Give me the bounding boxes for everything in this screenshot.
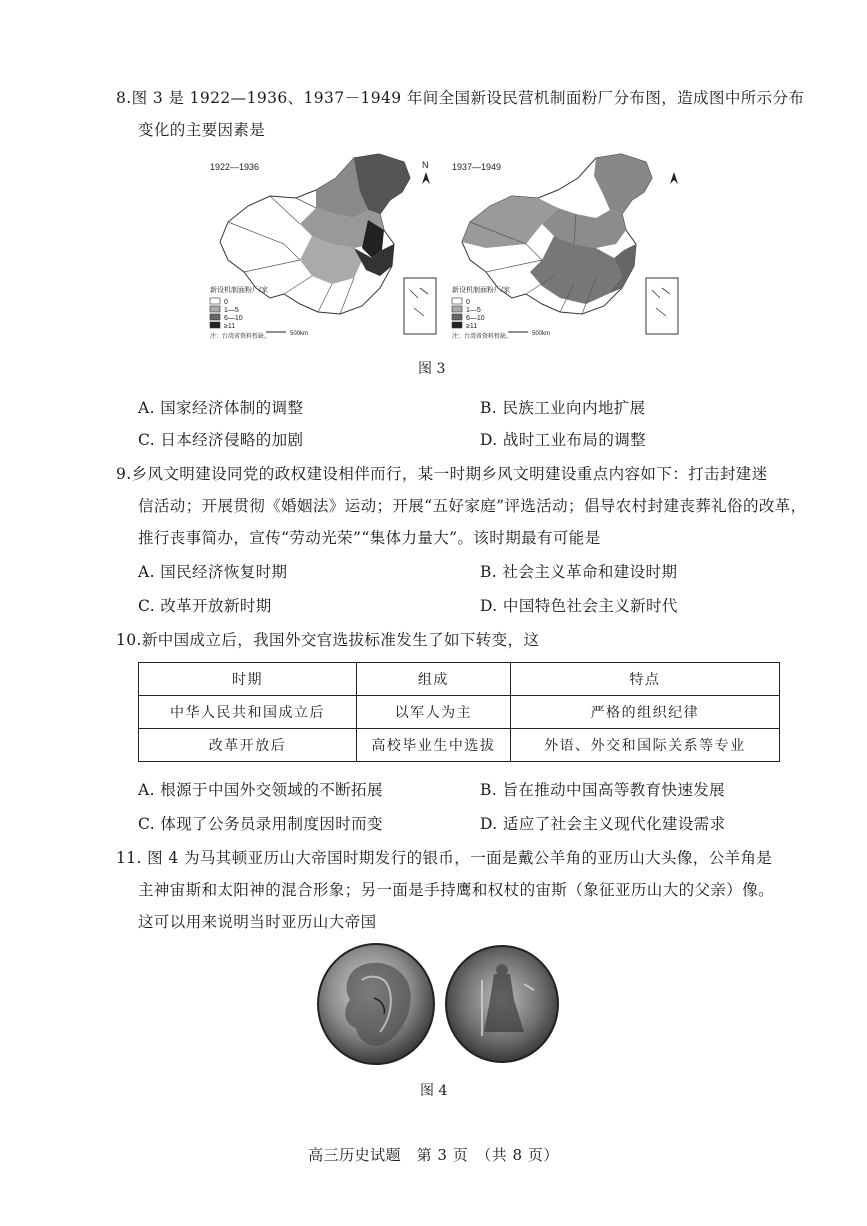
q10-option-d[interactable]: D. 适应了社会主义现代化建设需求 bbox=[480, 815, 726, 833]
legend-swatch-2 bbox=[210, 314, 220, 320]
map-right-period: 1937—1949 bbox=[452, 162, 502, 172]
map-right-note: 注：台湾省资料暂缺。 bbox=[452, 334, 513, 340]
map-right-legend-2: 6—10 bbox=[466, 315, 485, 322]
map-left-legend-2: 6—10 bbox=[224, 315, 243, 322]
map-left-legend-0: 0 bbox=[224, 299, 228, 306]
map-1922-1936 bbox=[204, 148, 444, 344]
figure-3-caption: 图 3 bbox=[418, 361, 446, 377]
q11-stem-line3: 这可以用来说明当时亚历山大帝国 bbox=[138, 913, 377, 931]
legend-swatch-1 bbox=[210, 306, 220, 312]
q8-option-c[interactable]: C. 日本经济侵略的加剧 bbox=[138, 431, 304, 449]
table-cell: 外语、外交和国际关系等专业 bbox=[510, 729, 779, 762]
q8-stem-line2: 变化的主要因素是 bbox=[138, 121, 266, 139]
table-cell: 严格的组织纪律 bbox=[510, 696, 779, 729]
map-1937-1949 bbox=[446, 148, 686, 344]
north-arrow-icon bbox=[422, 172, 430, 184]
map-left-north-label: N bbox=[422, 160, 429, 170]
north-arrow-icon bbox=[670, 172, 678, 184]
table-cell: 中华人民共和国成立后 bbox=[139, 696, 357, 729]
table-row bbox=[139, 696, 780, 729]
q11-stem-line1: 11. 图 4 为马其顿亚历山大帝国时期发行的银币，一面是戴公羊角的亚历山大头像，公羊角是 bbox=[116, 849, 773, 867]
legend-swatch-0 bbox=[452, 298, 462, 304]
coin-reverse-zeus bbox=[446, 946, 558, 1062]
q9-option-a[interactable]: A. 国民经济恢复时期 bbox=[138, 563, 288, 581]
q10-stem-line1: 10.新中国成立后，我国外交官选拔标准发生了如下转变，这 bbox=[116, 631, 540, 649]
map-right-legend-0: 0 bbox=[466, 299, 470, 306]
table-header-features: 特点 bbox=[510, 663, 779, 696]
figure-4-caption: 图 4 bbox=[420, 1083, 448, 1099]
table-cell: 改革开放后 bbox=[139, 729, 357, 762]
q8-option-d[interactable]: D. 战时工业布局的调整 bbox=[480, 431, 647, 449]
q9-stem-line2: 信活动；开展贯彻《婚姻法》运动；开展“五好家庭”评选活动；倡导农村封建丧葬礼俗的改革， bbox=[138, 497, 807, 515]
map-right-legend-1: 1—5 bbox=[466, 307, 481, 314]
q9-stem-line1: 9.乡风文明建设同党的政权建设相伴而行，某一时期乡风文明建设重点内容如下：打击封建迷 bbox=[116, 465, 768, 483]
table-row bbox=[139, 729, 780, 762]
map-left-legend-3: ≥11 bbox=[224, 323, 236, 330]
q8-option-a[interactable]: A. 国家经济体制的调整 bbox=[138, 399, 304, 417]
map-right-inset-south-sea bbox=[646, 278, 678, 334]
table-cell: 高校毕业生中选拔 bbox=[356, 729, 510, 762]
map-left-inset-islands bbox=[410, 288, 428, 316]
table-header-composition: 组成 bbox=[356, 663, 510, 696]
map-right-inset-islands bbox=[652, 288, 670, 316]
legend-swatch-2 bbox=[452, 314, 462, 320]
coin-figure bbox=[314, 940, 564, 1068]
q8-stem-line1: 8.图 3 是 1922—1936、1937－1949 年间全国新设民营机制面粉厂分布图，造成图中所示分布 bbox=[116, 89, 805, 107]
q11-stem-line2: 主神宙斯和太阳神的混合形象；另一面是手持鹰和权杖的宙斯（象征亚历山大的父亲）像。 bbox=[138, 881, 775, 899]
q8-option-b[interactable]: B. 民族工业向内地扩展 bbox=[480, 399, 646, 417]
q10-option-a[interactable]: A. 根源于中国外交领域的不断拓展 bbox=[138, 781, 383, 799]
map-right-scale: 500km bbox=[532, 331, 551, 337]
legend-swatch-1 bbox=[452, 306, 462, 312]
page-footer: 高三历史试题 第 3 页 （共 8 页） bbox=[308, 1146, 559, 1164]
map-left-inset-south-sea bbox=[404, 278, 436, 334]
table-header-row bbox=[139, 663, 780, 696]
q10-option-c[interactable]: C. 体现了公务员录用制度因时而变 bbox=[138, 815, 383, 833]
q9-option-d[interactable]: D. 中国特色社会主义新时代 bbox=[480, 597, 678, 615]
map-left-legend-title: 新设机制面粉厂/家 bbox=[210, 287, 268, 294]
table-cell: 以军人为主 bbox=[356, 696, 510, 729]
map-right-legend-title: 新设机制面粉厂/家 bbox=[452, 287, 510, 294]
q9-option-b[interactable]: B. 社会主义革命和建设时期 bbox=[480, 563, 678, 581]
legend-swatch-3 bbox=[210, 322, 220, 328]
q9-stem-line3: 推行丧事简办，宣传“劳动光荣”“集体力量大”。该时期最有可能是 bbox=[138, 529, 601, 547]
table-header-period: 时期 bbox=[139, 663, 357, 696]
q10-table bbox=[138, 662, 780, 762]
q9-option-c[interactable]: C. 改革开放新时期 bbox=[138, 597, 272, 615]
map-right-legend-3: ≥11 bbox=[466, 323, 478, 330]
map-left-period: 1922—1936 bbox=[210, 162, 260, 172]
map-left-note: 注：台湾省资料暂缺。 bbox=[210, 334, 271, 340]
legend-swatch-0 bbox=[210, 298, 220, 304]
map-left-scale: 500km bbox=[290, 331, 309, 337]
legend-swatch-3 bbox=[452, 322, 462, 328]
coin-obverse-alexander-head bbox=[318, 944, 434, 1064]
map-left-legend-1: 1—5 bbox=[224, 307, 239, 314]
q10-option-b[interactable]: B. 旨在推动中国高等教育快速发展 bbox=[480, 781, 726, 799]
